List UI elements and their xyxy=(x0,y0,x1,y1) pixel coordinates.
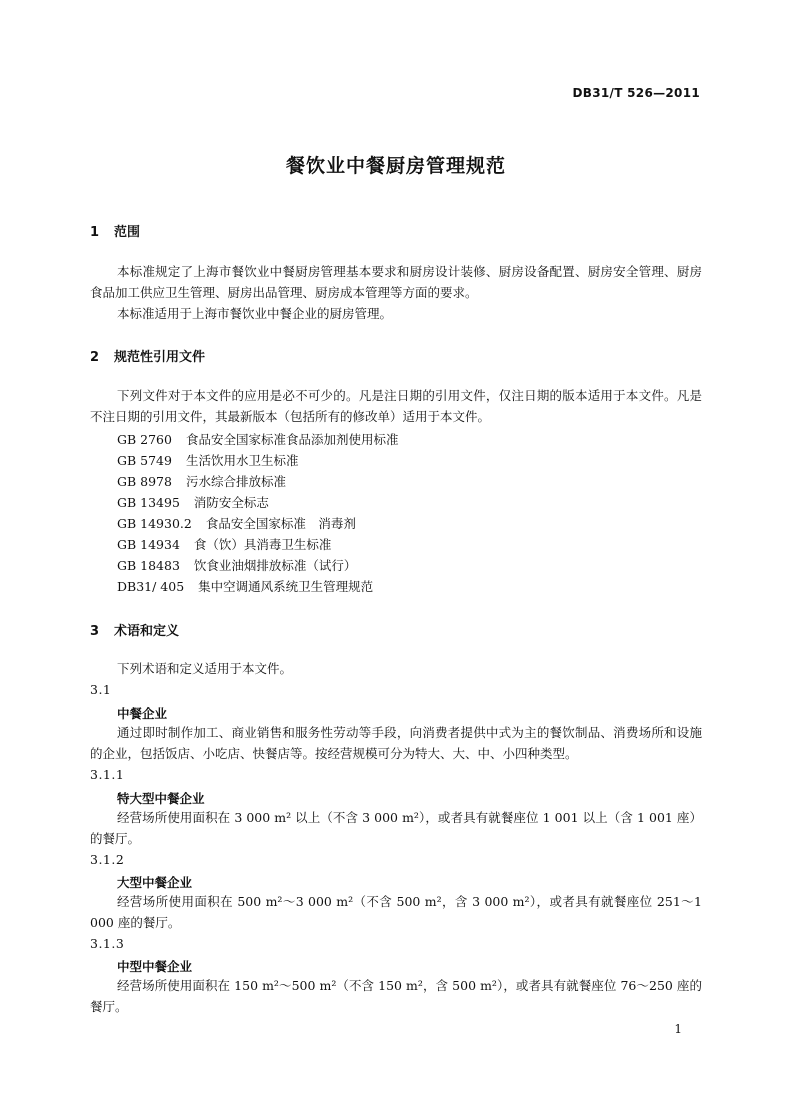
reference-item: GB 8978 污水综合排放标准 xyxy=(117,474,286,489)
page-number: 1 xyxy=(674,1022,682,1036)
clause-number: 3.1.1 xyxy=(90,767,125,782)
document-title: 餐饮业中餐厨房管理规范 xyxy=(285,155,506,177)
reference-item: GB 13495 消防安全标志 xyxy=(117,495,269,510)
section-1-paragraph-1: 本标准规定了上海市餐饮业中餐厨房管理基本要求和厨房设计装修、厨房设备配置、厨房安全管理、厨房食品加工供应卫生管理、厨房出品管理、厨房成本管理等方面的要求。 xyxy=(90,264,702,300)
section-3-heading xyxy=(90,620,179,639)
reference-item: GB 14934 食（饮）具消毒卫生标准 xyxy=(117,537,332,552)
section-1-title: 范围 xyxy=(114,225,141,240)
reference-item: GB 5749 生活饮用水卫生标准 xyxy=(117,453,299,468)
section-2-title: 规范性引用文件 xyxy=(114,350,206,365)
section-3-title: 术语和定义 xyxy=(114,624,180,639)
section-2-heading xyxy=(90,346,205,365)
section-3-paragraph-1: 下列术语和定义适用于本文件。 xyxy=(117,661,293,676)
section-1-heading xyxy=(90,221,140,240)
term-definition: 经营场所使用面积在 3 000 m² 以上（不含 3 000 m²），或者具有就餐座位 1 001 以上（含 1 001 座）的餐厅。 xyxy=(90,810,702,846)
term-definition: 经营场所使用面积在 500 m²～3 000 m²（不含 500 m²，含 3 000 m²），或者具有就餐座位 251～1 000 座的餐厅。 xyxy=(90,894,702,930)
clause-number: 3.1.3 xyxy=(90,936,125,951)
term-definition: 经营场所使用面积在 150 m²～500 m²（不含 150 m²，含 500 m²），或者具有就餐座位 76～250 座的餐厅。 xyxy=(90,978,702,1014)
reference-item: GB 14930.2 食品安全国家标准 消毒剂 xyxy=(117,516,356,531)
term-heading: 中型中餐企业 xyxy=(117,959,193,974)
section-2-paragraph-1: 下列文件对于本文件的应用是必不可少的。凡是注日期的引用文件，仅注日期的版本适用于本文件。凡是不注日期的引用文件，其最新版本（包括所有的修改单）适用于本文件。 xyxy=(90,388,702,424)
clause-number: 3.1.2 xyxy=(90,852,125,867)
reference-item: GB 2760 食品安全国家标准食品添加剂使用标准 xyxy=(117,432,399,447)
clause-number: 3.1 xyxy=(90,682,112,697)
term-definition: 通过即时制作加工、商业销售和服务性劳动等手段，向消费者提供中式为主的餐饮制品、消费场所和设施的企业，包括饭店、小吃店、快餐店等。按经营规模可分为特大、大、中、小四种类型。 xyxy=(90,725,702,761)
term-heading: 中餐企业 xyxy=(117,706,168,721)
document-code: DB31/T 526—2011 xyxy=(572,86,700,100)
section-3-number: 3 xyxy=(90,624,100,639)
term-heading: 特大型中餐企业 xyxy=(117,791,205,806)
section-2-number: 2 xyxy=(90,350,100,365)
section-1-number: 1 xyxy=(90,225,100,240)
section-1-paragraph-2: 本标准适用于上海市餐饮业中餐企业的厨房管理。 xyxy=(117,306,393,321)
reference-item: GB 18483 饮食业油烟排放标准（试行） xyxy=(117,558,357,573)
reference-item: DB31/ 405 集中空调通风系统卫生管理规范 xyxy=(117,579,374,594)
term-heading: 大型中餐企业 xyxy=(117,875,193,890)
